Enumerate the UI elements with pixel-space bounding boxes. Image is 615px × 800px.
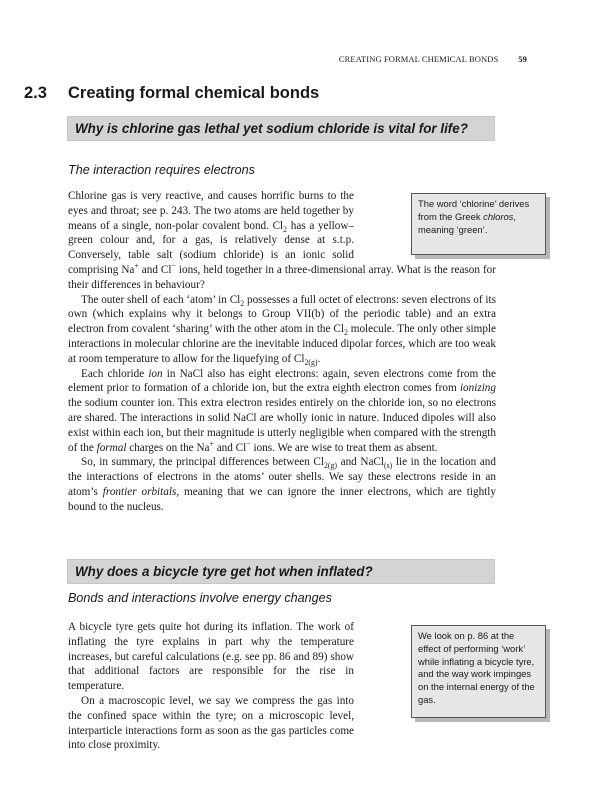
question-box-chlorine: Why is chlorine gas lethal yet sodium chloride is vital for life? [67,116,495,141]
paragraph: A bicycle tyre gets quite hot during its inflation. The work of inflating the tyre explains in part why the temperature increases, but careful calculations (e.g. see pp. 86 and 89) show that additional factors are responsible for the rise in temperature. [68,621,354,693]
subheading-energy: Bonds and interactions involve energy changes [68,591,332,605]
paragraph: The outer shell of each ‘atom’ in $Cl_2$ possesses a full octet of electrons: seven electrons of its own (which explains why it belongs to Group VII(b) of the periodic table) and an extra electron from covalent ‘sharing’ with the other atom in the $Cl_2$ molecule. The only other simple interactions in molecular chlorine are the inevitable induced dipolar forces, which are too weak at room temperature to allow for the liquefying of $Cl_{2(g)}$. [68,293,497,367]
subheading-electrons: The interaction requires electrons [68,163,255,177]
section-number: 2.3 [24,84,47,102]
paragraph: On a macroscopic level, we say we compress the gas into the confined space within the tyre; on a microscopic level, interparticle interactions form as soon as the gas particles come into close proximity. [68,694,354,752]
section-title: Creating formal chemical bonds [68,84,320,102]
note-text: The word ‘chlorine’ derives from the Greek [418,198,530,222]
page-number: 59 [518,54,527,64]
question-box-bicycle: Why does a bicycle tyre get hot when inflated? [67,559,495,584]
note-text: , meaning ‘green’. [418,210,516,235]
section-heading [24,84,319,103]
running-head-title: CREATING FORMAL CHEMICAL BONDS [338,54,499,64]
running-head [339,54,527,64]
paragraph: So, in summary, the principal differences between $Cl_{2(g)}$ and NaCl$_{(s)}$ lie in the location and the interactions of electrons in the atoms’ outer shells. We say these electrons reside in an atom’s frontier orbitals, meaning that we can ignore the inner electrons, which are tightly bound to the nucleus. [68,456,496,513]
body-text-chlorine [68,189,496,515]
paragraph: Chlorine gas is very reactive, and causes horrific burns to the eyes and throat; see p. 243. The two atoms are held together by means of a single, non-polar covalent bond. $Cl_2$ has a yellow–green colour and, for a gas, is relatively dense at s.t.p. Conversely, table salt (sodium chloride) is an ionic solid comprising Na+ and Cl− ions, held together in a three-dimensional array. What is the reason for their differences in behaviour? [68,190,496,291]
body-text-bicycle [68,620,496,753]
margin-note-bicycle: We look on p. 86 at the effect of performing ‘work’ while inflating a bicycle tyre, and the way work impinges on the internal energy of the gas. [411,625,546,718]
paragraph: Each chloride ion in NaCl also has eight electrons: again, seven electrons come from the element prior to formation of a chloride ion, but the extra eighth electron comes from ionizing the sodium counter ion. This extra electron resides entirely on the chloride ion, so no electrons are shared. The interactions in solid NaCl are wholly ionic in nature. Induced dipoles will also exist within each ion, but their magnitude is utterly negligible when compared with the strength of the formal charges on the Na+ and Cl− ions. We are wise to treat them as absent. [68,367,496,454]
note-greek-word: chloros [483,210,514,222]
